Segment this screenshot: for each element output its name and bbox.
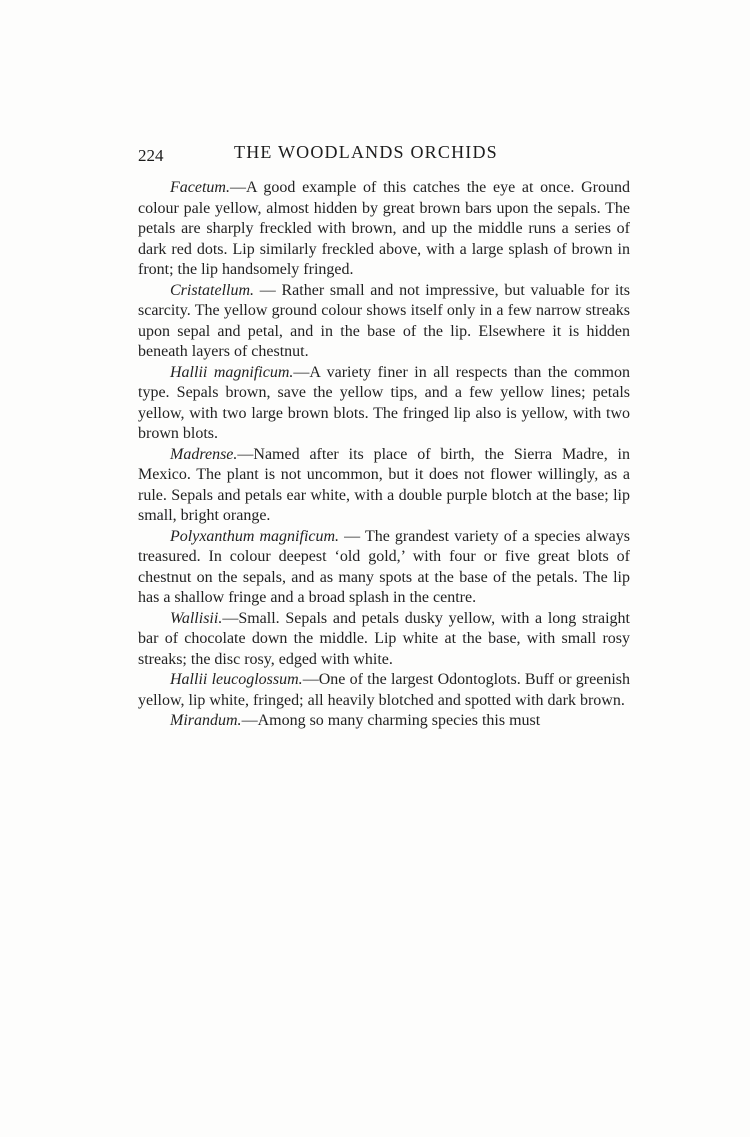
page-number: 224 bbox=[138, 146, 164, 165]
body-text bbox=[138, 178, 630, 732]
entry-wallisii bbox=[138, 609, 630, 671]
entry-name: Wallisii. bbox=[170, 609, 223, 627]
entry-text: —A variety finer in all respects than the common type. Sepals brown, save the yellow tips, and a few yellow lines; petals yellow, with two large brown blots. The fringed lip also is yellow, with two brown blots. bbox=[138, 363, 630, 442]
entry-name: Hallii leucoglossum. bbox=[170, 671, 303, 688]
entry-name: Cristatellum. bbox=[170, 281, 255, 299]
page-header bbox=[138, 142, 630, 168]
running-title: THE WOODLANDS ORCHIDS bbox=[234, 142, 498, 162]
entry-text: —A good example of this catches the eye at once. Ground colour pale yellow, almost hidden by great brown bars upon the sepals. The petals are sharply freckled with brown, and up the middle runs a series of dark red dots. Lip similarly freckled above, with a large splash of brown in front; the lip handsomely fringed. bbox=[138, 179, 630, 278]
entry-name: Madrense. bbox=[170, 445, 238, 463]
entry-text: —Small. Sepals and petals dusky yellow, with a long straight bar of chocolate down the middle. Lip white at the base, with small rosy streaks; the disc rosy, edged with white. bbox=[138, 609, 630, 668]
entry-text: —Named after its place of birth, the Sierra Madre, in Mexico. The plant is not uncommon, but it does not flower willingly, as a rule. Sepals and petals ear white, with a double purple blotch at the base; lip small, bright orange. bbox=[138, 445, 630, 524]
entry-name: Mirandum. bbox=[170, 712, 242, 729]
entry-text: — The grandest variety of a species always treasured. In colour deepest ‘old gold,’ with four or five great blots of chestnut on the sepals, and as many spots at the base of the petals. The lip has a shallow fringe and a broad splash in the centre. bbox=[138, 527, 631, 606]
entry-madrense bbox=[138, 445, 630, 527]
entry-text: —Among so many charming species this must bbox=[241, 712, 541, 729]
entry-name: Facetum. bbox=[170, 179, 230, 196]
entry-name: Hallii magnificum. bbox=[170, 363, 294, 381]
entry-polyxanthum-magnificum bbox=[138, 527, 630, 609]
entry-facetum bbox=[138, 178, 630, 281]
entry-mirandum bbox=[138, 711, 630, 732]
entry-text: — Rather small and not impressive, but valuable for its scarcity. The yellow ground colour shows itself only in a few narrow streaks upon sepal and petal, and in the base of the lip. Elsewhere it is hidden beneath layers of chestnut. bbox=[138, 281, 630, 360]
entry-name: Polyxanthum magnificum. bbox=[170, 527, 340, 545]
entry-hallii-leucoglossum bbox=[138, 670, 630, 711]
entry-cristatellum bbox=[138, 281, 630, 363]
entry-text: —One of the largest Odontoglots. Buff or greenish yellow, lip white, fringed; all heavily blotched and spotted with dark brown. bbox=[138, 671, 631, 709]
entry-hallii-magnificum bbox=[138, 363, 630, 445]
